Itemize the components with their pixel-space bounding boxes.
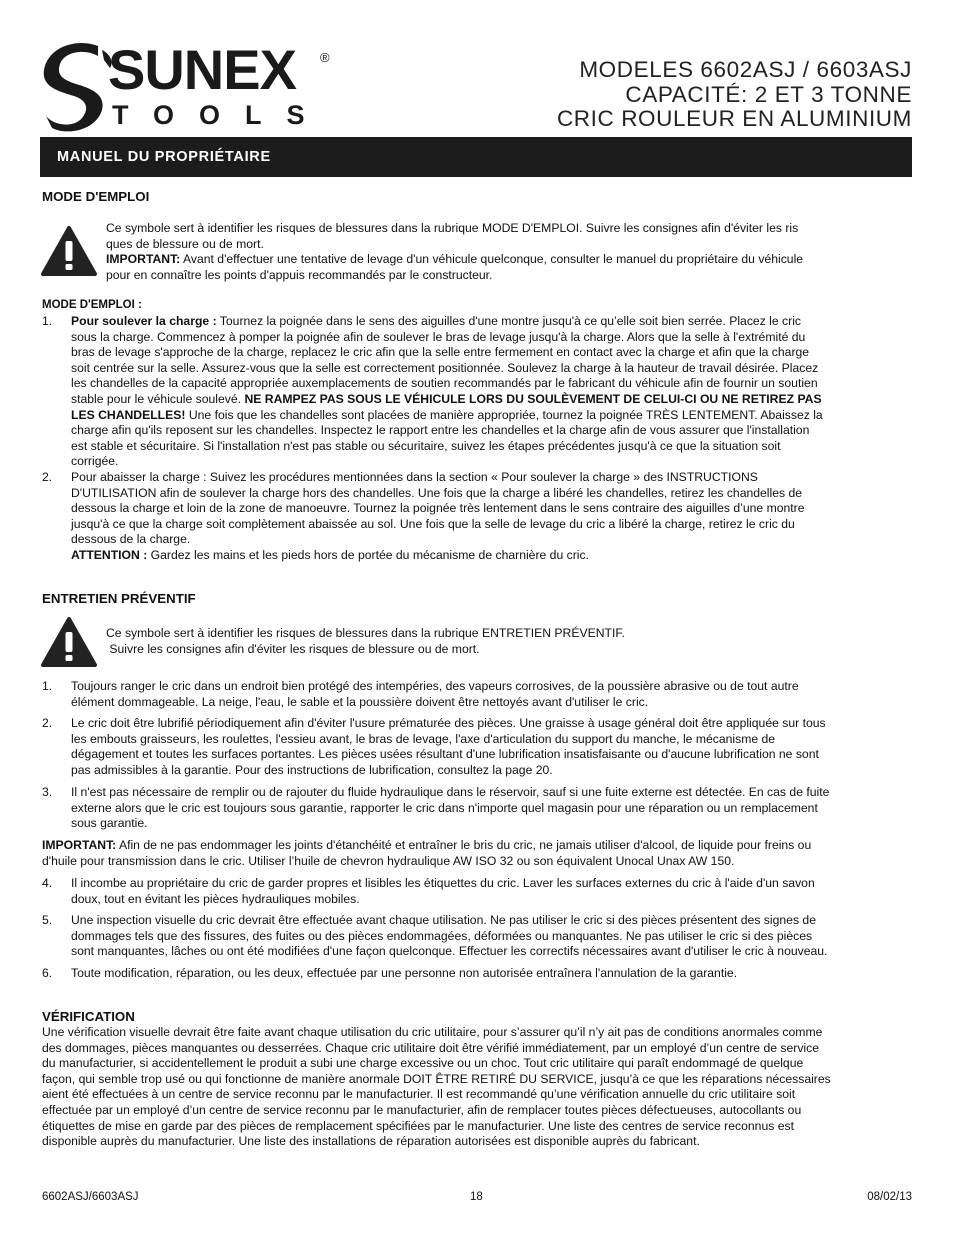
list-number: 1.	[42, 679, 53, 693]
text-line: des dommages, pièces manquantes ou desserrées. Chaque cric utilitaire doit être vérifié immédiatement, par un employé d’un centre de service	[42, 1040, 820, 1055]
text-line: Une inspection visuelle du cric devrait être effectuée avant chaque utilisation. Ne pas utiliser le cric si des pièces présentent des signes de	[71, 913, 816, 927]
text-line: disponible auprès du manufacturier. Une liste des installations de réparation autorisées est disponible auprès du fabricant.	[42, 1134, 700, 1149]
text-line: étiquettes de mise en garde par des pièces de remplacement spécifiées par le manufacturier. Une liste des centres de service reconnus est	[42, 1118, 794, 1133]
list-item	[71, 876, 911, 907]
list-number: 1.	[42, 314, 53, 328]
list-item	[71, 966, 911, 982]
text-line: dégagement et toutes les surfaces portantes. Les pièces usées résultant d'une lubrification insatisfaisante ou d'aucune lubrification ne sont	[71, 747, 819, 762]
text-line: Il incombe au propriétaire du cric de garder propres et lisibles les étiquettes du cric. Laver les surfaces externes du cric à l'aide d'un savon	[71, 876, 815, 890]
text-line: sous garantie.	[71, 816, 148, 831]
list-number: 6.	[42, 966, 53, 980]
document-title	[557, 58, 912, 132]
important-note	[42, 838, 912, 869]
text-span: Tournez la poignée dans le sens des aiguilles d'une montre jusqu'à ce qu’elle soit bien serrée. Placez le cric	[216, 314, 801, 328]
text-line	[71, 408, 911, 424]
list-item	[71, 913, 911, 960]
text-line	[71, 392, 911, 408]
text-span: Avant d'effectuer une tentative de levage d'un véhicule quelconque, consulter le manuel du propriétaire du véhicule	[180, 252, 804, 267]
list-number: 2.	[42, 716, 53, 730]
text-line: sont manquantes, lâches ou ont été modifiées d'une façon quelconque. Effectuer les correctifs nécessaires avant d'utiliser le cric à nouveau.	[71, 944, 828, 959]
list-number: 4.	[42, 876, 53, 890]
banner-label: MANUEL DU PROPRIÉTAIRE	[57, 149, 271, 165]
text-line: corrigée.	[71, 454, 119, 469]
text-line: pas admissibles à la garantie. Pour des instructions de lubrification, consultez la page 20.	[71, 762, 553, 777]
text-line: bras de levage s'approche de la charge, replacez le cric afin que la selle entre fermement en contact avec la charge et afin que la charge	[71, 345, 810, 360]
text-span: Une fois que les chandelles sont placées de manière appropriée, tournez la poignée TRÈS LENTEMENT. Abaissez la	[185, 407, 823, 422]
text-line	[71, 314, 911, 330]
important-label: IMPORTANT:	[42, 838, 117, 852]
section-banner	[40, 137, 912, 177]
text-line	[106, 252, 906, 268]
text-line: ques de blessure ou de mort.	[106, 236, 264, 251]
text-line: Suivre les consignes afin d'éviter les risques de blessure ou de mort.	[106, 641, 480, 656]
footer-date: 08/02/13	[867, 1191, 912, 1203]
verification-paragraph	[42, 1025, 914, 1150]
text-line: dessous la charge et loin de la zone de manoeuvre. Tournez la poignée très lentement dans le sens contraire des aiguilles d’une montre	[71, 501, 805, 516]
text-line: Ce symbole sert à identifier les risques de blessures dans la rubrique ENTRETIEN PRÉVENTIF.	[106, 626, 625, 640]
text-line: Pour abaisser la charge : Suivez les procédures mentionnées dans la section « Pour soulever la charge » des INSTRUCTIONS	[71, 470, 758, 484]
text-line: façon, qui semble trop usé ou qui fonctionne de manière anormale DOIT ÊTRE RETIRÉ DU SERVICE, jusqu’à ce que les réparations nécessaires	[42, 1071, 831, 1086]
list-item	[71, 470, 911, 564]
list-item	[71, 314, 911, 470]
text-line: est stable et sécuritaire. Si l'installation n'est pas stable ou sécuritaire, suivez les étapes précédentes jusqu'à ce que la situation soit	[71, 438, 781, 453]
text-line: Une vérification visuelle devrait être faite avant chaque utilisation du cric utilitaire, pour s’assurer qu’il n’y ait pas de conditions anormales comme	[42, 1025, 823, 1039]
heading-mode-emploi: MODE D'EMPLOI	[42, 189, 150, 204]
text-line: du manufacturier, si accidentellement le produit a subi une charge excessive ou un choc. Tout cric utilitaire qui paraît endommagé de quelque	[42, 1056, 804, 1071]
text-line: charge afin qu'ils reposent sur les chandelles. Inspectez le rapport entre les chandelles et la charge afin de vous assurer que l'installation	[71, 423, 810, 438]
caution-text: LES CHANDELLES!	[71, 407, 186, 422]
text-line: d'huile pour transmission dans le cric. Utiliser l’huile de chevron hydraulique AW ISO 32 ou son équivalent Unocal Unax AW 150.	[42, 853, 735, 868]
text-line: élément dommageable. La neige, l'eau, le sable et la poussière doivent être nettoyés avant d'utiliser le cric.	[71, 694, 649, 709]
text-line: externe alors que le cric est toujours sous garantie, rapporter le cric dans n'importe quel magasin pour une réparation ou un remplacement	[71, 800, 818, 815]
registered-mark: ®	[320, 50, 330, 65]
text-line	[42, 838, 912, 854]
text-line: Ce symbole sert à identifier les risques de blessures dans la rubrique MODE D'EMPLOI. Suivre les consignes afin d'éviter les ris	[106, 221, 799, 235]
text-line: Le cric doit être lubrifié périodiquement afin d'éviter l'usure prématurée des pièces. Une graisse à usage général doit être appliquée sur tous	[71, 716, 826, 730]
important-label: IMPORTANT:	[106, 252, 181, 267]
text-line: soit centrée sur la selle. Assurez-vous que la selle est correctement positionnée. Soulevez la charge à la hauteur de travail désirée. Placez	[71, 360, 819, 375]
heading-entretien: ENTRETIEN PRÉVENTIF	[42, 591, 196, 606]
text-line: sous la charge. Commencez à pomper la poignée afin de soulever le bras de levage jusqu'à la charge. Alors que la selle à l'extrémité du	[71, 329, 806, 344]
page-number: 18	[470, 1191, 483, 1203]
text-span: Gardez les mains et les pieds hors de portée du mécanisme de charnière du cric.	[147, 547, 589, 562]
text-line: D'UTILISATION afin de soulever la charge hors des chandelles. Une fois que la charge a libéré les chandelles, retirez les chandelles de	[71, 485, 803, 500]
text-line: les chandelles de la capacité appropriée auxemplacements de soutien recommandés par le fabricant du véhicule afin de fournir un soutien	[71, 376, 818, 391]
text-line: les embouts graisseurs, les roulettes, l'essieu avant, le bras de levage, l'axe d'articulation du support du manche, le mécanisme de	[71, 731, 776, 746]
text-span: Afin de ne pas endommager les joints d'étanchéité et entraîner le bris du cric, ne jamais utiliser d'alcool, de liquide pour freins ou	[116, 838, 812, 852]
title-capacity: CAPACITÉ: 2 ET 3 TONNE	[625, 81, 912, 107]
text-line: aient été effectuées à un centre de service reconnu par le manufacturier. Il est recommandé qu’une vérification annuelle du cric utilitaire soit	[42, 1087, 796, 1102]
warning-text-mode-emploi	[106, 221, 906, 283]
text-line: Il n'est pas nécessaire de remplir ou de rajouter du fluide hydraulique dans le réservoir, sauf si une fuite externe est détectée. En cas de fuite	[71, 785, 830, 799]
list-item	[71, 679, 911, 710]
heading-verification: VÉRIFICATION	[42, 1009, 135, 1024]
footer-model: 6602ASJ/6603ASJ	[42, 1191, 139, 1203]
list-number: 2.	[42, 470, 53, 484]
text-span: stable pour le véhicule soulevé.	[71, 391, 245, 406]
list-number: 3.	[42, 785, 53, 799]
warning-triangle-icon	[40, 225, 98, 277]
caution-text: NE RAMPEZ PAS SOUS LE VÉHICULE LORS DU SOULÈVEMENT DE CELUI-CI OU NE RETIREZ PAS	[244, 391, 822, 406]
text-line: dessous de la charge.	[71, 532, 191, 547]
title-product: CRIC ROULEUR EN ALUMINIUM	[556, 106, 912, 131]
logo-subtitle: TOOLS	[112, 100, 330, 130]
text-line: doux, tout en évitant les pièces hydrauliques mobiles.	[71, 891, 360, 906]
text-line: pour en connaître les points d'appuis recommandés par le constructeur.	[106, 267, 493, 282]
warning-triangle-icon	[40, 616, 98, 668]
text-line: Toute modification, réparation, ou les deux, effectuée par une personne non autorisée entraînera l'annulation de la garantie.	[71, 966, 738, 980]
text-line: effectuée par un employé d’un centre de service reconnu par le manufacturier, afin de remplacer toutes pièces défectueuses, autocollants ou	[42, 1102, 802, 1117]
list-item	[71, 785, 911, 832]
item-label: Pour soulever la charge :	[71, 314, 217, 328]
attention-label: ATTENTION :	[71, 547, 148, 562]
text-line: jusqu'à ce que la charge soit complètement abaissée au sol. Une fois que la selle de levage du cric a libéré la charge, retirez le cric du	[71, 516, 795, 531]
list-item	[71, 716, 911, 778]
logo-wordmark: SUNEX	[108, 38, 296, 101]
warning-text-entretien	[106, 626, 906, 657]
subheading-mode-emploi: MODE D'EMPLOI :	[42, 299, 142, 311]
text-line: Toujours ranger le cric dans un endroit bien protégé des intempéries, des vapeurs corrosives, de la poussière abrasive ou de tout autre	[71, 679, 799, 693]
text-line: dommages tels que des fissures, des fuites ou des pièces endommagées, déformées ou manquantes. Ne pas utiliser le cric si des pièces	[71, 928, 813, 943]
title-models: MODELES 6602ASJ / 6603ASJ	[579, 57, 912, 82]
sunex-logo	[40, 40, 340, 132]
list-number: 5.	[42, 913, 53, 927]
text-line	[71, 548, 911, 564]
